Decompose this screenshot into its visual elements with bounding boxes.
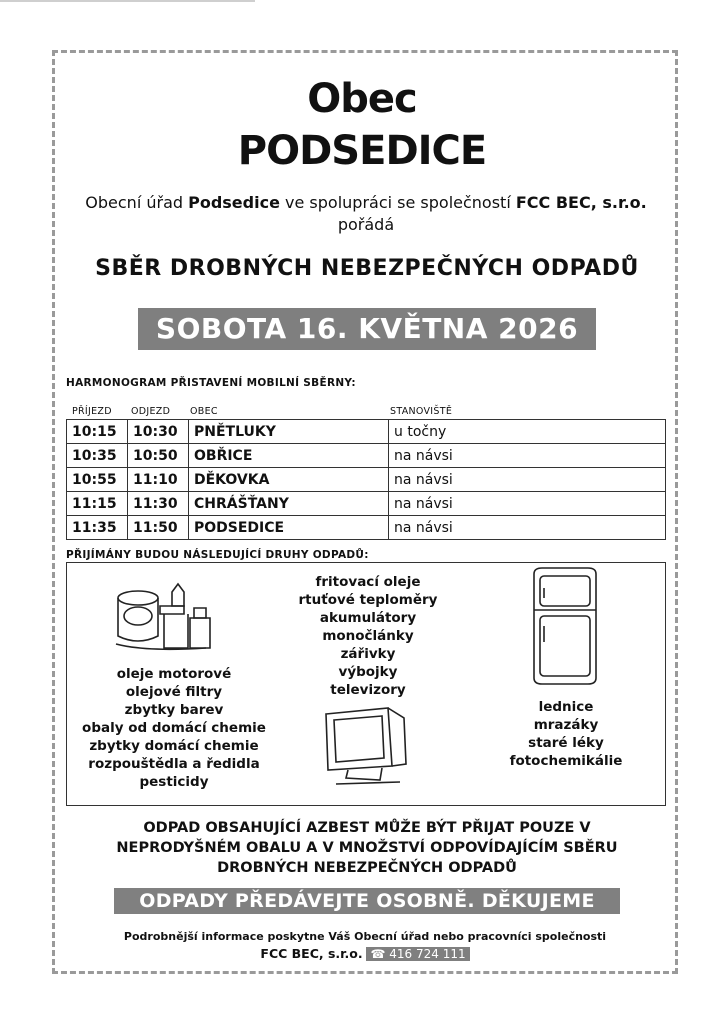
schedule-label: HARMONOGRAM PŘISTAVENÍ MOBILNÍ SBĚRNY: [66, 377, 356, 389]
list-item: fritovací oleje [315, 574, 421, 590]
arrival-cell: 10:35 [67, 444, 128, 468]
list-item: rozpouštědla a ředidla [88, 756, 260, 772]
list-item: mrazáky [533, 717, 599, 733]
warning-line: ODPAD OBSAHUJÍCÍ AZBEST MŮŽE BÝT PŘIJAT POUZE V [143, 820, 591, 836]
arrival-cell: 11:35 [67, 516, 128, 540]
table-row [67, 444, 666, 468]
warning-line: DROBNÝCH NEBEZPEČNÝCH ODPADŮ [217, 860, 517, 876]
departure-cell: 11:30 [128, 492, 189, 516]
waste-list-middle [270, 573, 466, 699]
list-item: lednice [538, 699, 594, 715]
arrival-cell: 10:15 [67, 420, 128, 444]
departure-cell: 10:30 [128, 420, 189, 444]
asbestos-warning [80, 818, 654, 878]
table-row [67, 516, 666, 540]
location-cell: na návsi [389, 444, 666, 468]
village-cell: CHRÁŠŤANY [189, 492, 389, 516]
location-cell: na návsi [389, 516, 666, 540]
intro-part1: Obecní úřad [85, 193, 189, 212]
footer-phone: ☎ 416 724 111 [366, 947, 469, 961]
arrival-cell: 11:15 [67, 492, 128, 516]
date-banner: SOBOTA 16. KVĚTNA 2026 [138, 308, 596, 350]
warning-line: NEPRODYŠNÉM OBALU A V MNOŽSTVÍ ODPOVÍDAJÍCÍM SBĚRU [116, 840, 618, 856]
list-item: výbojky [338, 664, 398, 680]
waste-list-right [486, 698, 646, 770]
event-headline: SBĚR DROBNÝCH NEBEZPEČNÝCH ODPADŮ [95, 256, 639, 281]
table-row [67, 492, 666, 516]
top-edge-line [0, 0, 255, 2]
village-cell: OBŘICE [189, 444, 389, 468]
list-item: akumulátory [319, 610, 417, 626]
departure-cell: 11:50 [128, 516, 189, 540]
list-item: televizory [330, 682, 406, 698]
list-item: olejové filtry [125, 684, 223, 700]
list-item: oleje motorové [116, 666, 232, 682]
footer-info [60, 928, 670, 963]
table-row [67, 468, 666, 492]
accepted-label: PŘIJÍMÁNY BUDOU NÁSLEDUJÍCÍ DRUHY ODPADŮ: [66, 549, 369, 561]
waste-list-left [66, 665, 282, 791]
col-header-departure: ODJEZD [131, 406, 171, 417]
page-title-line1: Obec [307, 76, 417, 122]
intro-text [70, 192, 662, 236]
list-item: pesticidy [139, 774, 209, 790]
intro-part3: pořádá [337, 215, 395, 234]
departure-cell: 10:50 [128, 444, 189, 468]
arrival-cell: 10:55 [67, 468, 128, 492]
list-item: staré léky [528, 735, 604, 751]
list-item: zářivky [340, 646, 396, 662]
thanks-banner: ODPADY PŘEDÁVEJTE OSOBNĚ. DĚKUJEME [114, 888, 620, 914]
fridge-icon [526, 566, 602, 688]
location-cell: na návsi [389, 468, 666, 492]
village-cell: PODSEDICE [189, 516, 389, 540]
departure-cell: 11:10 [128, 468, 189, 492]
list-item: zbytky domácí chemie [89, 738, 259, 754]
list-item: zbytky barev [124, 702, 224, 718]
list-item: fotochemikálie [509, 753, 623, 769]
paint-cans-icon [106, 578, 216, 656]
intro-company: FCC BEC, s.r.o. [515, 193, 647, 212]
list-item: rtuťové teploměry [298, 592, 438, 608]
col-header-location: STANOVIŠTĚ [390, 406, 453, 417]
schedule-table [66, 419, 666, 540]
village-cell: DĚKOVKA [189, 468, 389, 492]
page-title-line2: PODSEDICE [237, 128, 487, 174]
monitor-icon [318, 704, 410, 788]
location-cell: na návsi [389, 492, 666, 516]
footer-company: FCC BEC, s.r.o. [260, 946, 363, 961]
col-header-village: OBEC [190, 406, 218, 417]
list-item: monočlánky [322, 628, 414, 644]
list-item: obaly od domácí chemie [82, 720, 266, 736]
phone-number: 416 724 111 [389, 947, 466, 961]
village-cell: PNĚTLUKY [189, 420, 389, 444]
col-header-arrival: PŘÍJEZD [72, 406, 112, 417]
intro-org: Podsedice [188, 193, 280, 212]
location-cell: u točny [389, 420, 666, 444]
footer-line1: Podrobnější informace poskytne Váš Obecní úřad nebo pracovníci společnosti [123, 930, 607, 943]
intro-part2: ve spolupráci se společností [279, 193, 516, 212]
table-row [67, 420, 666, 444]
